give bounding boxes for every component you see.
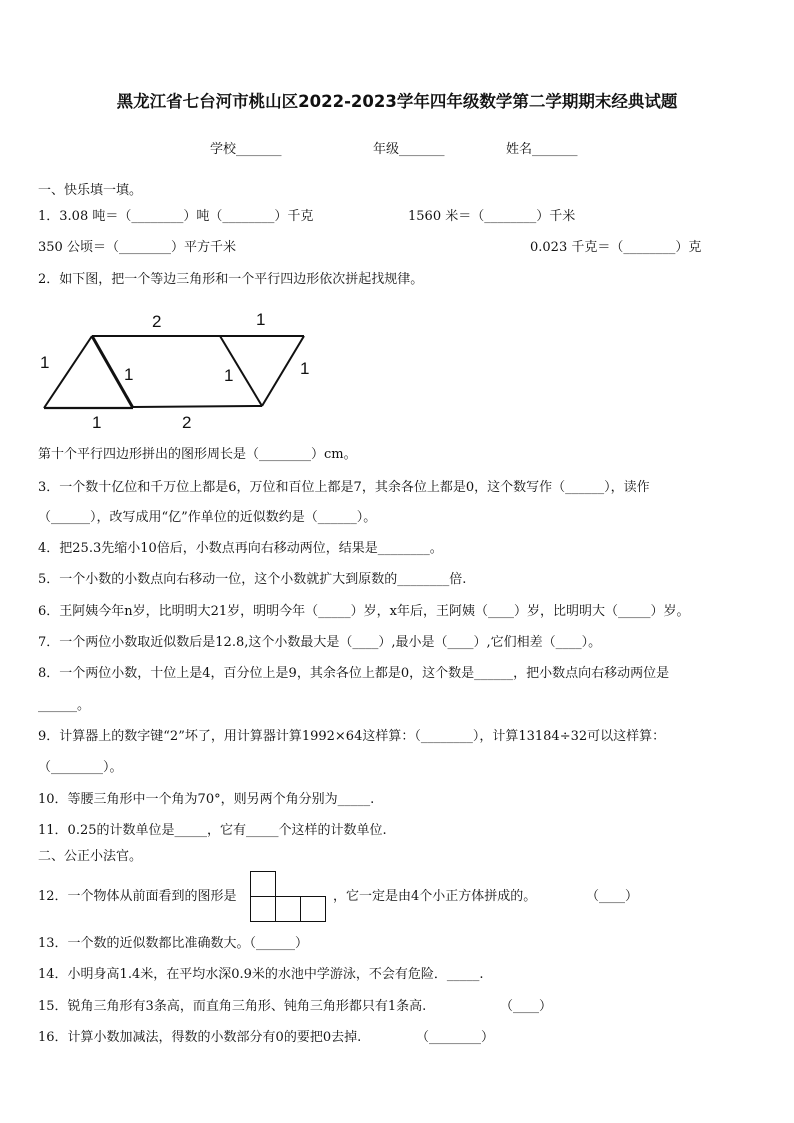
triangle-parallelogram-figure	[36, 306, 316, 432]
front-view-square	[250, 871, 276, 897]
front-view-square	[250, 896, 276, 922]
triangle2-right-edge	[262, 336, 304, 406]
label-right-1: 1	[300, 359, 310, 378]
question-13: 13．一个数的近似数都比准确数大。（______）	[38, 936, 309, 951]
question-5: 5．一个小数的小数点向右移动一位，这个小数就扩大到原数的________倍.	[38, 572, 467, 587]
question-7: 7．一个两位小数取近似数后是12.8,这个小数最大是（____）,最小是（____）,它们相差（____）。	[38, 635, 602, 650]
section-heading: 二、公正小法官。	[38, 849, 143, 864]
answer-paren[interactable]: （________）	[416, 1030, 495, 1045]
question-1a: 1．3.08 吨＝（________）吨（________）千克	[38, 209, 314, 224]
question-11: 11．0.25的计数单位是_____，它有_____个这样的计数单位.	[38, 823, 387, 838]
question-1d: 0.023 千克＝（________）克	[530, 240, 702, 255]
answer-paren[interactable]: （____）	[586, 889, 639, 904]
question-16: 16．计算小数加减法，得数的小数部分有0的要把0去掉.	[38, 1030, 362, 1045]
section-heading: 一、快乐填一填。	[38, 183, 143, 198]
front-view-square	[275, 896, 301, 922]
question-3a: 3．一个数十亿位和千万位上都是6，万位和百位上都是7，其余各位上都是0，这个数写作（______），读作	[38, 480, 650, 495]
question-9a: 9．计算器上的数字键“2”坏了，用计算器计算1992×64这样算：（________），计算13184÷32可以这样算：	[38, 729, 666, 744]
answer-paren[interactable]: （____）	[500, 999, 553, 1014]
question-3b: （______），改写成用“亿”作单位的近似数约是（______）。	[38, 510, 377, 525]
question-15: 15．锐角三角形有3条高，而直角三角形、钝角三角形都只有1条高.	[38, 999, 427, 1014]
question-12-rest: ，它一定是由4个小正方体拼成的。	[333, 889, 537, 904]
grade-field[interactable]: 年级_______	[373, 142, 445, 157]
school-field[interactable]: 学校_______	[210, 142, 282, 157]
question-8a: 8．一个两位小数，十位上是4，百分位上是9，其余各位上都是0，这个数是______，把小数点向右移动两位是	[38, 666, 670, 681]
triangle-left-edge	[44, 336, 92, 408]
front-view-square	[300, 896, 326, 922]
question-10: 10．等腰三角形中一个角为70°，则另两个角分别为_____.	[38, 792, 375, 807]
question-14: 14．小明身高1.4米，在平均水深0.9米的水池中学游泳，不会有危险．_____.	[38, 967, 484, 982]
parallelogram-bottom-edge	[133, 406, 262, 407]
question-1b: 1560 米＝（________）千米	[408, 209, 576, 224]
label-diag-1: 1	[124, 365, 134, 384]
name-field[interactable]: 姓名_______	[506, 142, 578, 157]
label-inner-1: 1	[224, 366, 234, 385]
question-9b: （________）。	[38, 760, 123, 775]
question-2: 2．如下图，把一个等边三角形和一个平行四边形依次拼起找规律。	[38, 272, 424, 287]
page-title: 黑龙江省七台河市桃山区2022-2023学年四年级数学第二学期期末经典试题	[116, 92, 678, 111]
question-6: 6．王阿姨今年n岁，比明明大21岁，明明今年（_____）岁，x年后，王阿姨（____）岁，比明明大（_____）岁。	[38, 604, 690, 619]
label-bottom-1: 1	[92, 413, 102, 432]
label-bottom-2: 2	[182, 413, 192, 432]
question-12-text: 12．一个物体从前面看到的图形是	[38, 889, 237, 904]
question-2-answer: 第十个平行四边形拼出的图形周长是（________）cm。	[38, 447, 357, 462]
label-top-2: 2	[152, 312, 162, 331]
question-1c: 350 公顷＝（________）平方千米	[38, 240, 236, 255]
label-top-1: 1	[256, 310, 266, 329]
label-left-1: 1	[40, 353, 50, 372]
question-8b: ______。	[38, 698, 91, 713]
question-4: 4．把25.3先缩小10倍后，小数点再向右移动两位，结果是________。	[38, 541, 443, 556]
